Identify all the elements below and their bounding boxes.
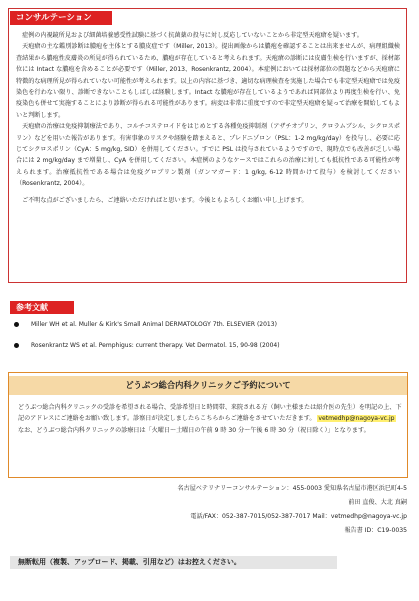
consultation-body [16, 30, 400, 206]
references-header: 参考文献 [10, 301, 74, 314]
email-link[interactable]: vetmedhp@nagoya-vc.jp [318, 415, 395, 423]
consultation-paragraph: 天疱瘡の治療は免疫抑制療法であり、コルチコステロイドをはじめとする各種免疫抑制剤（アザチオプリン、クロラムブシル、シクロスポリン）などを用いた報告があります。有害事象のリスクや経験を踏まえると、プレドニゾロン（PSL：1-2 mg/kg/day）を投与し、必要に応じてシクロスポリン（CyA：5 mg/kg, SID）を併用してください。すでに PSL は投与されているようですので、現時点でも改善が乏しい場合には 2 mg/kg/day まで増量し、CyA を併用してください。本症例のようなケースではこれらの治療に対しても抵抗性である可能性が考えられます。治療抵抗性である場合は免疫グロブリン製剤（ガンマガード：1 g/kg, 6-12 時間かけて投与）を検討してください（Rosenkrantz, 2004）。 [16, 123, 400, 188]
bullet-icon [14, 343, 19, 348]
consultation-closing: ご不明な点がございましたら、ご連絡いただければと思います。今後ともよろしくお願い申し上げます。 [22, 196, 308, 204]
footer [178, 482, 407, 538]
consultation-paragraph: 天疱瘡の主な鑑別診断は膿疱を主体とする膿皮症です（Miller, 2013）。提出画像からは膿疱を確認することは出来ませんが、病理組織検査結果から膿疱性皮膚炎の所見が得られているため、膿疱が存在していると考えられます。天疱瘡の診断には皮膚生検を行いますが、採材部位には Intact な膿疱を含めることが必要です（Miller, 2013、Rosenkrantz, 2004）。本症例においては採材部位の問題などから天疱瘡に特徴的な病理所見が得られていない可能性が考えられます。以上の内容に基づき、適切な病理検査を実施した場合でも非定型天疱瘡では免疫染色を行わない限り、診断できないこともしばしば経験します。Intact な膿疱が存在しているようであれば同部位より再度生検を行い、免疫染色も併せて実施することにより診断が得られる可能性があります。病変は非常に重度ですので非定型天疱瘡を疑って治療を開始してもよいと判断します。 [16, 43, 400, 119]
bullet-icon [14, 322, 19, 327]
appointment-title: どうぶつ総合内科クリニックご予約について [9, 376, 407, 395]
appointment-hours: なお、どうぶつ総合内科クリニックの診療日は「火曜日～土曜日の午前 9 時 30 分～午後 6 時 30 分（祝日除く）」となります。 [18, 426, 370, 434]
reference-item [14, 320, 404, 329]
appointment-text [18, 402, 403, 425]
reference-text: Rosenkrantz WS et al. Pemphigus: current therapy. Vet Dermatol. 15, 90-98 (2004) [31, 342, 280, 349]
copyright-notice: 無断転用（複製、アップロード、掲載、引用など）はお控えください。 [10, 556, 337, 569]
consultation-paragraph: 症例の内視鏡所見および細菌培養感受性試験に基づく抗菌薬の投与に対し反応していないことから非定型天疱瘡を疑います。 [22, 32, 363, 39]
footer-contact: 電話/FAX：052-387-7015/052-387-7017 Mail：vetmedhp@nagoya-vc.jp [190, 513, 407, 520]
appointment-body [18, 402, 403, 436]
footer-report-id: 報告書 ID：C19-0035 [344, 527, 407, 534]
appointment-text-1: どうぶつ総合内科クリニックの受診を希望される場合、受診希望日と時間帯、来院される方（飼い主様または紹介医の先生）を明記の上、下記のアドレスにご連絡をお願い致します。診察日が決定しましたらこちらからご連絡をさせていただきます。 [18, 404, 402, 423]
footer-org: 名古屋ベテリナリーコンサルテーション：455-0003 愛知県名古屋市港区浜巳町4-5 [177, 485, 407, 492]
reference-text: Miller WH et al. Muller & Kirk's Small Animal DERMATOLOGY 7th. ELSEVIER (2013) [31, 321, 277, 328]
footer-names: 前田 直俊、大北 真嗣 [348, 499, 407, 506]
references-list [14, 320, 404, 362]
reference-item [14, 341, 404, 350]
consultation-header: コンサルテーション [10, 11, 112, 25]
